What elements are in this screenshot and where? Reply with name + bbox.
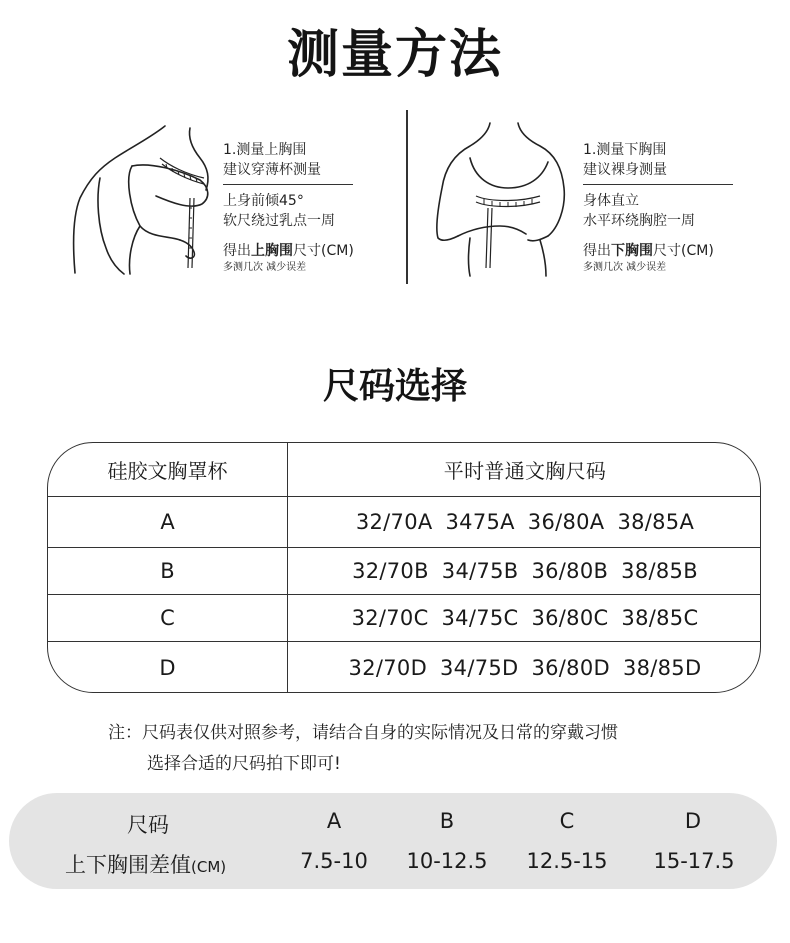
upper-bust-illustration (70, 118, 220, 278)
header-regular-size: 平时普通文胸尺码 (443, 459, 607, 483)
size-note (108, 718, 618, 780)
upper-result-prefix: 得出 (223, 243, 251, 259)
upper-result-keyword: 上胸围 (251, 243, 293, 259)
lower-bust-panel (430, 118, 760, 278)
upper-posture: 上身前倾45° (223, 193, 304, 209)
lower-result-keyword: 下胸围 (611, 243, 653, 259)
sizes-cell: 32/70D 34/75D 36/80D 38/85D (348, 656, 702, 680)
note-line-2: 选择合适的尺码拍下即可! (147, 754, 341, 774)
lower-tip: 多测几次 减少误差 (583, 262, 667, 273)
table-row (48, 497, 760, 548)
size-title: 尺码选择 (322, 366, 467, 407)
sizes-cell: 32/70B 34/75B 36/80B 38/85B (352, 559, 698, 583)
lower-result-suffix: 尺寸(CM) (653, 243, 714, 259)
lower-step-title: 1.测量下胸围 (583, 142, 667, 158)
sizes-cell: 32/70A 3475A 36/80A 38/85A (355, 510, 695, 534)
lower-result-prefix: 得出 (583, 243, 611, 259)
range-cup-b: B (439, 809, 455, 833)
table-row (48, 548, 760, 595)
cup-cell: C (48, 595, 288, 641)
range-cup-c: C (559, 809, 575, 833)
range-value-a: 7.5-10 (300, 849, 368, 873)
upper-bust-notes (223, 140, 353, 275)
lower-step-advice: 建议裸身测量 (583, 162, 667, 178)
lower-notes-divider (583, 184, 733, 185)
bust-difference-table (9, 793, 777, 889)
range-cup-d: D (684, 809, 702, 833)
range-cup-a: A (326, 809, 342, 833)
lower-posture: 身体直立 (583, 193, 639, 209)
size-table (47, 442, 761, 693)
upper-notes-divider (223, 184, 353, 185)
lower-bust-notes (583, 140, 733, 275)
upper-step-advice: 建议穿薄杯测量 (223, 162, 321, 178)
lower-method: 水平环绕胸腔一周 (583, 213, 695, 229)
diff-label-unit: (CM) (191, 858, 227, 876)
measure-divider (406, 110, 408, 284)
upper-result (223, 241, 353, 261)
range-diff-label (65, 849, 265, 879)
upper-tip: 多测几次 减少误差 (223, 262, 307, 273)
range-value-d: 15-17.5 (653, 849, 735, 873)
range-value-c: 12.5-15 (526, 849, 608, 873)
upper-step-title: 1.测量上胸围 (223, 142, 307, 158)
sizes-cell: 32/70C 34/75C 36/80C 38/85C (351, 606, 699, 630)
range-header-label: 尺码 (127, 813, 169, 837)
header-cup: 硅胶文胸罩杯 (48, 443, 288, 496)
lower-bust-illustration (430, 118, 580, 278)
note-line-1: 注：尺码表仅供对照参考，请结合自身的实际情况及日常的穿戴习惯 (108, 723, 618, 743)
cup-cell: D (48, 642, 288, 693)
upper-result-suffix: 尺寸(CM) (293, 243, 354, 259)
measure-title: 测量方法 (286, 25, 503, 85)
upper-method: 软尺绕过乳点一周 (223, 213, 335, 229)
cup-cell: A (48, 497, 288, 547)
table-row (48, 595, 760, 642)
size-table-header (48, 443, 760, 497)
range-value-b: 10-12.5 (406, 849, 488, 873)
diff-label-text: 上下胸围差值 (65, 853, 191, 877)
cup-cell: B (48, 548, 288, 594)
lower-result (583, 241, 733, 261)
upper-bust-panel (70, 118, 390, 278)
table-row (48, 642, 760, 693)
